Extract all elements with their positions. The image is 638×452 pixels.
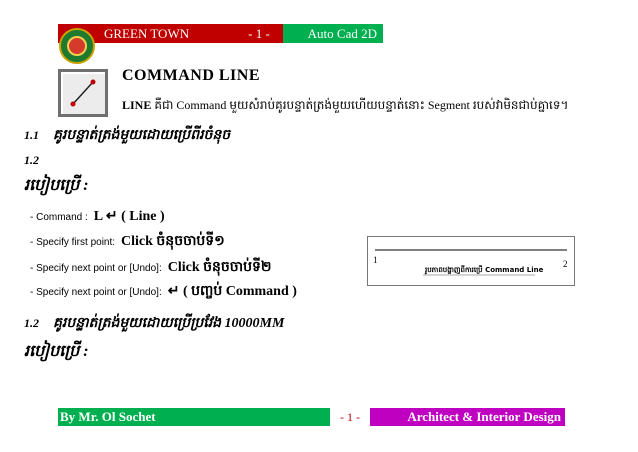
footer-profession: Architect & Interior Design (370, 408, 565, 426)
usage-heading-2: របៀបប្រើ : (24, 343, 89, 360)
point-1-label: 1 (373, 255, 378, 265)
section-title: គូរបន្ទាត់ត្រង់មួយដោយប្រើពីរចំនុច (53, 128, 231, 143)
command-keyword: LINE (122, 98, 152, 112)
point-2-label: 2 (563, 259, 568, 269)
step-value: L ↵ ( Line ) (93, 209, 165, 224)
step-prompt: - Specify next point or [Undo]: (30, 263, 162, 274)
step-first-point (30, 231, 225, 252)
footer-page-number: - 1 - (330, 408, 370, 426)
step-command (30, 208, 165, 225)
line-diagram (367, 236, 575, 286)
line-tool-icon (58, 69, 108, 117)
page-title: COMMAND LINE (122, 67, 260, 84)
header-brand: GREEN TOWN (58, 24, 235, 43)
footer-author: By Mr. Ol Sochet (58, 408, 330, 426)
section-number-2: 1.2 (24, 153, 39, 167)
step-value: ↵ ( បញ្ចប់ Command ) (167, 284, 297, 299)
step-next-point (30, 257, 271, 278)
page-footer (58, 408, 565, 426)
section-title: គូរបន្ទាត់ត្រង់មួយដោយប្រើប្រវែង 10000MM (53, 316, 285, 331)
command-description (122, 97, 568, 115)
section-number: 1.1 (24, 128, 39, 142)
step-finish (30, 281, 297, 302)
step-prompt: - Specify next point or [Undo]: (30, 287, 162, 298)
section-heading-3 (24, 313, 284, 334)
section-number: 1.2 (24, 316, 39, 330)
page-header (58, 24, 383, 43)
greentown-logo-icon (59, 28, 95, 64)
step-value: Click ចំនុចចាប់ទី២ (167, 260, 272, 275)
step-value: Click ចំនុចចាប់ទី១ (121, 234, 225, 249)
header-page-number: - 1 - (235, 24, 283, 43)
section-heading-1 (24, 125, 230, 146)
diagram-caption: រូបភាពបង្ហាញពីការប្រើ Command Line (425, 266, 544, 274)
step-prompt: - Command : (30, 212, 88, 223)
step-prompt: - Specify first point: (30, 237, 116, 248)
header-subject: Auto Cad 2D (283, 24, 383, 43)
description-text: គឺជា Command មួយសំរាប់គូរបន្ទាត់ត្រង់មួយហើយបន្ទាត់នោះ Segment របស់វាមិនជាប់គ្នាទេ។ (151, 98, 569, 112)
usage-heading: របៀបប្រើ : (24, 177, 89, 194)
